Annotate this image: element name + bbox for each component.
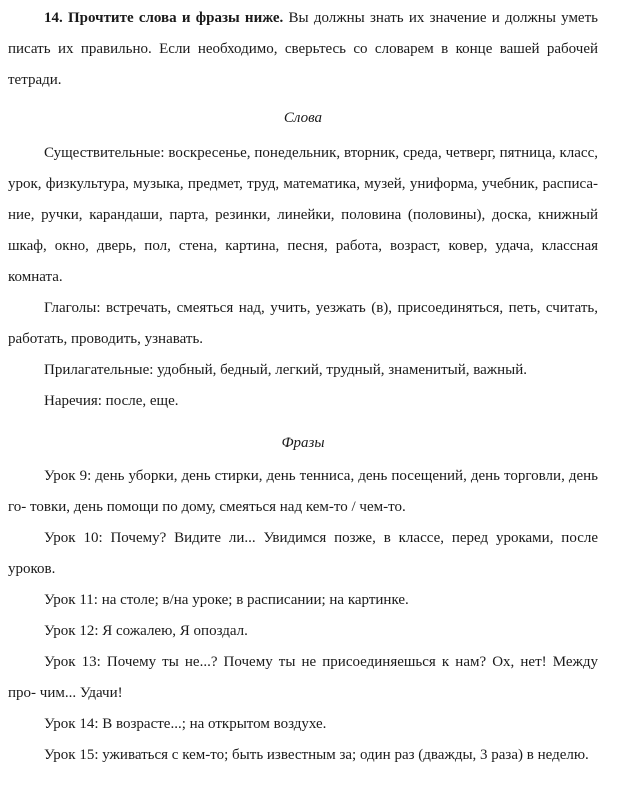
nouns-line: окно, дверь, пол, стена, картина, песня, работа, возраст, ковер, удача, классная комната. [8, 238, 598, 285]
lesson-13: Урок 13: Почему ты не...? Почему ты не присоединяешься к нам? Ох, нет! Между про- [8, 654, 598, 701]
adverbs-line: Наречия: после, еще. [44, 393, 179, 409]
lesson-11: Урок 11: на столе; в/на уроке; в расписании; на картинке. [44, 592, 409, 608]
lesson-10: Урок 10: Почему? Видите ли... Увидимся позже, в классе, перед уроками, после уроков. [8, 530, 598, 577]
verbs-paragraph [8, 293, 598, 355]
lesson-13-paragraph [8, 647, 598, 709]
intro-text: Вы должны знать их значение и должны уметь писать [8, 10, 598, 57]
exercise-intro [8, 3, 598, 96]
intro-text-2: их правильно. Если необходимо, сверьтесь со словарем в конце вашей рабочей тетради. [8, 41, 599, 88]
nouns-line: Существительные: воскресенье, понедельник, вторник, среда, четверг, пятница, класс, [44, 145, 598, 161]
verbs-line: Глаголы: встречать, смеяться над, учить, уезжать (в), присоединяться, петь, считать, [44, 300, 598, 316]
lesson-14: Урок 14: В возрасте...; на открытом воздухе. [44, 716, 327, 732]
lesson-9-paragraph [8, 461, 598, 523]
lesson-9: Урок 9: день уборки, день стирки, день тенниса, день посещений, день торговли, день го- [8, 468, 598, 515]
nouns-line: ние, ручки, карандаши, парта, резинки, линейки, половина (половины), доска, книжный шкаф, [8, 207, 598, 254]
verbs-line: работать, проводить, узнавать. [8, 331, 204, 347]
section-heading-words: Слова [283, 110, 323, 126]
nouns-line: урок, физкультура, музыка, предмет, труд, математика, музей, униформа, учебник, расписа- [8, 176, 598, 192]
lesson-13-cont: чим... Удачи! [39, 685, 123, 701]
exercise-title: 14. Прочтите слова и фразы ниже. [44, 10, 284, 26]
lesson-9-cont: товки, день помощи по дому, смеяться над кем-то / чем-то. [30, 499, 406, 515]
adjectives-line: Прилагательные: удобный, бедный, легкий, трудный, знаменитый, важный. [44, 362, 528, 378]
lesson-15: Урок 15: уживаться с кем-то; быть известным за; один раз (дважды, 3 раза) в неделю. [44, 747, 589, 763]
section-heading-phrases: Фразы [281, 435, 325, 451]
lesson-12: Урок 12: Я сожалею, Я опоздал. [44, 623, 248, 639]
nouns-paragraph [8, 138, 598, 293]
